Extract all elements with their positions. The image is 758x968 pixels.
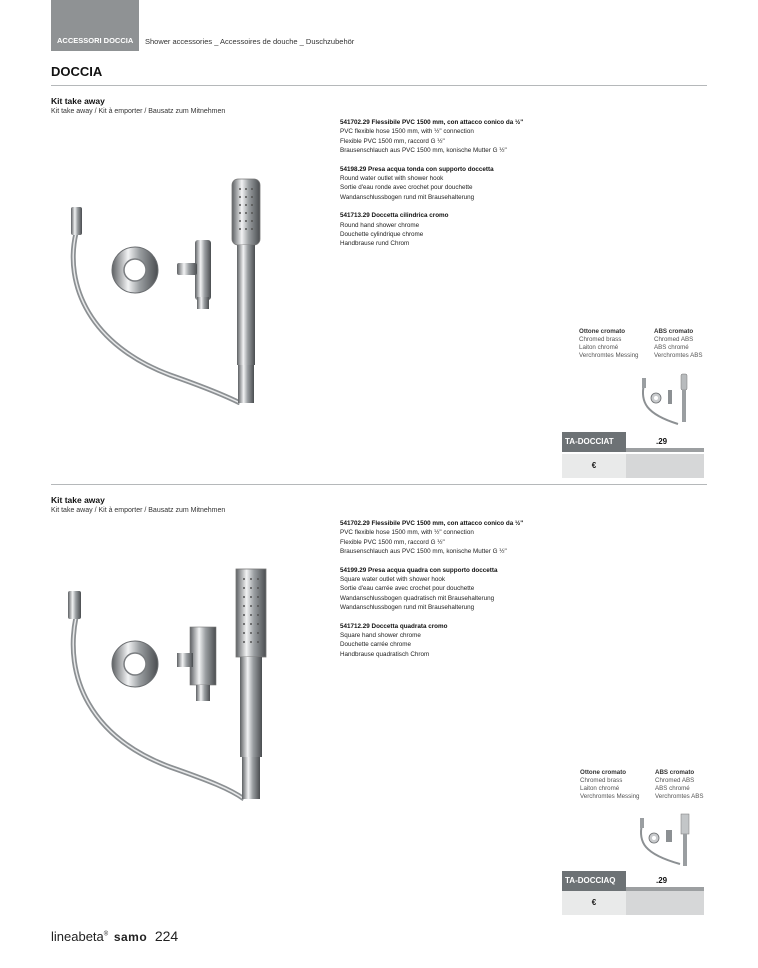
footer-brand: samo (113, 930, 148, 944)
kit-item-descriptions (340, 118, 600, 258)
category-tab (51, 0, 139, 51)
kit-square-product-image (60, 567, 280, 802)
item-line: Sortie d'eau ronde avec crochet pour douchette (340, 184, 473, 192)
price-code: TA-DOCCIAQ (562, 871, 626, 891)
kit-round-thumbnail (638, 372, 694, 428)
item-line: Handbrause quadratisch Chrom (340, 650, 430, 658)
finish-line: ABS chromé (655, 785, 690, 792)
finish-line: Verchromtes ABS (655, 793, 704, 800)
item-description (340, 566, 600, 613)
item-line: Wandanschlussbogen quadratisch mit Brausehalterung (340, 594, 495, 602)
item-code-title: 541713.29 Doccetta cilindrica cromo (340, 212, 449, 220)
item-line: Round water outlet with shower hook (340, 175, 444, 183)
page-number: 224 (154, 928, 179, 944)
kit-title: Kit take away (51, 96, 105, 106)
item-line: Square water outlet with shower hook (340, 576, 446, 584)
item-line: Brausenschlauch aus PVC 1500 mm, konische Mutter G ½" (340, 548, 507, 556)
finish-line: Chromed brass (579, 336, 622, 343)
price-code: TA-DOCCIAT (562, 432, 626, 452)
section-title: DOCCIA (51, 64, 103, 79)
item-description (340, 519, 600, 557)
kit-subtitle: Kit take away / Kit à emporter / Bausatz zum Mitnehmen (51, 108, 226, 115)
item-description (340, 211, 600, 249)
item-code-title: 541702.29 Flessibile PVC 1500 mm, con attacco conico da ½" (340, 119, 524, 126)
item-line: Douchette cylindrique chrome (340, 231, 424, 239)
item-line: PVC flexible hose 1500 mm, with ½" connection (340, 529, 474, 537)
item-description (340, 165, 600, 203)
item-line: Wandanschlussbogen rund mit Brausehalterung (340, 604, 475, 612)
kit-round-product-image (60, 175, 280, 405)
finish-abs (655, 769, 704, 801)
item-line: Round hand shower chrome (340, 221, 420, 229)
finish-name: Ottone cromato (580, 769, 627, 776)
page-footer: lineabeta® samo 224 (51, 928, 179, 944)
item-line: Douchette carrée chrome (340, 641, 412, 649)
item-line: Brausenschlauch aus PVC 1500 mm, konische Mutter G ½" (340, 147, 507, 155)
section-divider (51, 85, 707, 86)
item-code-title: 54198.29 Presa acqua tonda con supporto doccetta (340, 165, 494, 173)
price-value-cell (626, 454, 704, 478)
finish-line: Laiton chromé (580, 785, 620, 792)
price-value-cell (626, 891, 704, 915)
finish-line: Verchromtes Messing (580, 793, 640, 800)
kit-subtitle: Kit take away / Kit à emporter / Bausatz zum Mitnehmen (51, 507, 226, 514)
price-currency: € (562, 891, 626, 915)
price-currency: € (562, 454, 626, 478)
kit-item-descriptions (340, 519, 600, 668)
price-suffix: .29 (626, 871, 704, 891)
item-line: Flexible PVC 1500 mm, raccord G ½" (340, 137, 445, 145)
item-line: Square hand shower chrome (340, 632, 421, 640)
category-label: ACCESSORI DOCCIA (57, 36, 134, 45)
item-code-title: 541712.29 Doccetta quadrata cromo (340, 622, 448, 630)
item-line: Flexible PVC 1500 mm, raccord G ½" (340, 538, 445, 546)
item-code-title: 541702.29 Flessibile PVC 1500 mm, con attacco conico da ½" (340, 520, 524, 527)
kit-divider (51, 484, 707, 485)
item-code-title: 54199.29 Presa acqua quadra con supporto doccetta (340, 566, 498, 574)
item-description (340, 118, 600, 156)
item-description (340, 622, 600, 660)
finish-line: ABS chromé (654, 344, 689, 351)
item-line: Sortie d'eau carrée avec crochet pour douchette (340, 585, 475, 593)
kit-square-thumbnail (636, 812, 696, 868)
price-suffix: .29 (626, 432, 704, 452)
finish-line: Chromed ABS (655, 777, 695, 784)
finish-brass (580, 769, 640, 801)
finish-line: Laiton chromé (579, 344, 619, 351)
item-line: Handbrause rund Chrom (340, 240, 410, 248)
finish-name: ABS cromato (655, 769, 695, 776)
finish-brass (579, 328, 639, 360)
item-line: Wandanschlussbogen rund mit Brausehalterung (340, 193, 475, 201)
finish-line: Chromed ABS (654, 336, 694, 343)
finish-name: Ottone cromato (579, 328, 626, 335)
category-subtitle: Shower accessories _ Accessoires de douche _ Duschzubehör (145, 37, 355, 46)
finish-line: Verchromtes ABS (654, 352, 703, 359)
kit-title: Kit take away (51, 495, 105, 505)
finish-line: Verchromtes Messing (579, 352, 639, 359)
finish-name: ABS cromato (654, 328, 694, 335)
finish-line: Chromed brass (580, 777, 623, 784)
finish-abs (654, 328, 703, 360)
item-line: PVC flexible hose 1500 mm, with ½" connection (340, 128, 474, 136)
footer-line-name: lineabeta (51, 929, 104, 944)
